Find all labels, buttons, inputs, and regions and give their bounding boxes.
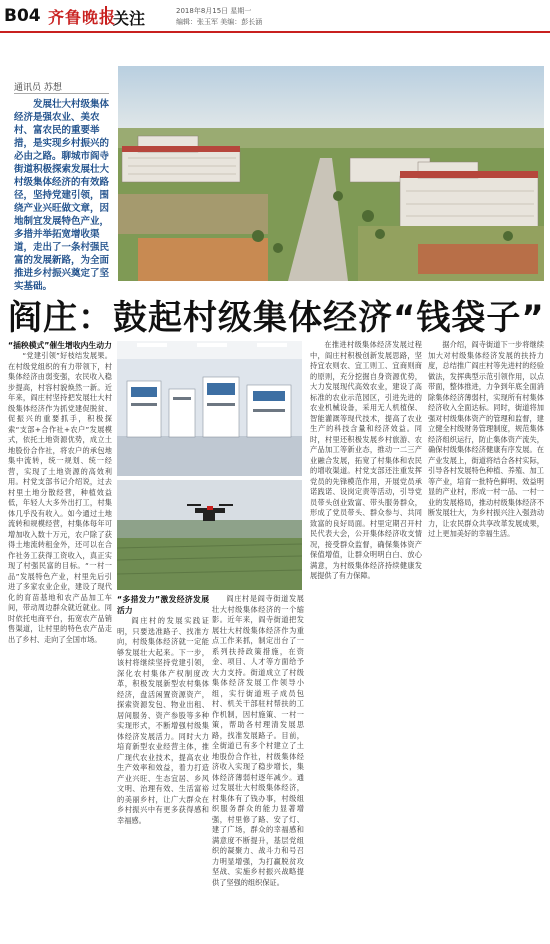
- article-column-4: [310, 340, 422, 582]
- editor-credits: 编辑：张玉军 美编：彭长涵: [176, 18, 263, 26]
- issue-date: 2018年8月15日 星期一: [176, 7, 252, 15]
- column-1-text: “党建引领”好枝结发展果。在村级党组织的有力带领下，村集体经济由弱变强，农民收入稳步提高，村容村貌焕然一新。近年来，阎庄村坚持把发展壮大村级集体经济作为抓党建促脱贫、促振兴的重要抓手，积极探索“支部+合作社+农户”发展模式，依托土地资源优势，成立土地股份合作社，将农户的承包地集中流转，统一规划、统一经营，实现了土地资源的高效利用。村党支部书记介绍说，过去村里土地分散经营，种植效益低，年轻人大多外出打工，村集体几乎没有收入。如今通过土地流转和规模经营，村集体每年可增加收入数十万元，农户除了获得土地流转租金外，还可以在合作社务工获得工资收入，真正实现了村强民富的目标。“一村一品”发展特色产业，村里先后引进了多家农业企业，建设了现代化的育苗基地和农产品加工车间，带动周边群众就近就业。同时依托电商平台，拓宽农产品销售渠道，让村里的特色农产品走出了乡村、走向了全国市场。: [8, 351, 112, 644]
- article-column-3: [212, 594, 304, 888]
- byline-divider: [14, 93, 109, 94]
- headline: 阎庄：鼓起村级集体经济“钱袋子”: [8, 298, 545, 338]
- article-column-1: [8, 340, 112, 645]
- page-number: B04: [4, 6, 41, 26]
- lead-paragraph: 发展壮大村级集体经济是强农业、美农村、富农民的重要举措，是实现乡村振兴的必由之路。聊城市阎寺街道积极探索发展壮大村级集体经济的有效路径，坚持党建引领，围绕产业兴旺做文章，因地制宜发展特色产业，多措并举拓宽增收渠道，走出了一条村强民富的发展新路，为全面推进乡村振兴奠定了坚实基础。: [14, 99, 110, 292]
- byline: 通讯员 苏想: [14, 83, 62, 93]
- page-header: [0, 0, 550, 30]
- subheading-2: “多措发力”激发经济发展活力: [117, 595, 209, 615]
- header-rule: [0, 31, 550, 33]
- lab-equipment-photo: [117, 341, 302, 476]
- section-name: 关注: [105, 6, 145, 24]
- aerial-village-photo: [118, 66, 544, 281]
- column-2-text: 阎庄村的发展实践证明，只要选准路子、找准方向，村级集体经济就一定能够发展壮大起来。下一步，该村将继续坚持党建引领，深化农村集体产权制度改革，积极发展新型农村集体经济，盘活闲置资源资产，探索资源发包、物业出租、居间服务、资产参股等多种实现形式，不断增强村级集体经济发展活力。同时大力培育新型农业经营主体，推广现代农业技术，提高农业生产效率和效益，着力打造产业兴旺、生态宜居、乡风文明、治理有效、生活富裕的美丽乡村，让广大群众在乡村振兴中有更多获得感和幸福感。: [117, 616, 209, 825]
- subheading-1: “插秧模式”催生增收内生动力: [8, 341, 112, 350]
- drone-spraying-photo: [117, 480, 302, 590]
- column-3-text: 阎庄村是阎寺街道发展壮大村级集体经济的一个缩影。近年来，阎寺街道把发展壮大村级集体经济作为重点工作来抓，制定出台了一系列扶持政策措施，在资金、项目、人才等方面给予大力支持。街道成立了村级集体经济发展工作领导小组，实行街道班子成员包村、机关干部驻村帮扶的工作机制，因村施策、一村一策，帮助各村理清发展思路，找准发展路子。目前，全街道已有多个村建立了土地股份合作社，村级集体经济收入实现了稳步增长，集体经济薄弱村逐年减少。通过发展壮大村级集体经济，村集体有了钱办事，村级组织服务群众的能力显著增强，村里修了路、安了灯、建了广场，群众的幸福感和满意度不断提升，基层党组织的凝聚力、战斗力和号召力明显增强，为打赢脱贫攻坚战、实施乡村振兴战略提供了坚强的组织保证。: [212, 594, 304, 887]
- article-column-5: [428, 340, 544, 540]
- article-column-2: [117, 594, 209, 826]
- column-5-text: 据介绍，阎寺街道下一步将继续加大对村级集体经济发展的扶持力度，总结推广阎庄村等先进村的经验做法，发挥典型示范引领作用，以点带面，整体推进，力争到年底全面消除集体经济薄弱村，实现所有村集体经济收入全面达标。同时，街道将加强对村级集体资产的管理和监督，建立健全村级财务管理制度，规范集体经济组织运行，防止集体资产流失，确保村级集体经济健康有序发展。在产业发展上，街道将结合各村实际，引导各村发展特色种植、养殖、加工等产业，培育一批特色鲜明、效益明显的产业村，形成一村一品、一村一业的发展格局，推动村级集体经济不断发展壮大，为乡村振兴注入强劲动力，让农民群众共享改革发展成果，过上更加美好的幸福生活。: [428, 340, 544, 538]
- column-4-text: 在推进村级集体经济发展过程中，阎庄村积极创新发展思路，坚持宜农则农、宜工则工、宜商则商的原则，充分挖掘自身资源优势，大力发展现代高效农业，建设了高标准的农业示范园区，引进先进的农业机械设备，采用无人机植保、智能灌溉等现代技术，提高了农业生产的科技含量和经济效益。同时，村里还积极发展乡村旅游、农产品加工等新业态，推动一二三产业融合发展，拓宽了村集体和农民的增收渠道。村党支部还注重发挥党员的先锋模范作用，开展党员承诺践诺、设岗定责等活动，引导党员带头创业致富、带头服务群众，形成了党员带头、群众参与、共同致富的良好局面。村里定期召开村民代表大会，公开集体经济收支情况，接受群众监督，确保集体资产保值增值，让群众明明白白、放心满意，为村级集体经济持续健康发展提供了有力保障。: [310, 340, 422, 580]
- newspaper-logo: 齐鲁晚报: [48, 8, 117, 27]
